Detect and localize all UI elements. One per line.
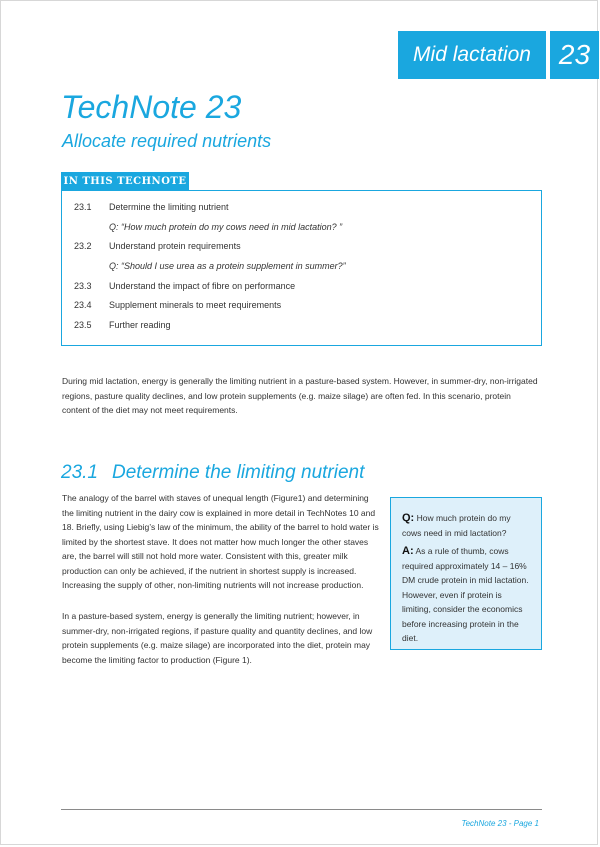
intro-paragraph: During mid lactation, energy is generally the limiting nutrient in a pasture-based system. However, in summer-dry, non-irrigated regions, pasture quality declines, and low protein supplements (e.g. maize silage) are often fed. In this scenario, protein content of the diet may not meet requirements. [62,376,538,415]
toc-item-title[interactable]: Determine the limiting nutrient [109,202,229,212]
qa-question [402,511,531,540]
question-text: How much protein do my cows need in mid lactation? [402,513,511,538]
page-title: TechNote 23 [61,89,242,125]
technote-number-label: 23 [558,39,591,70]
section-heading [61,462,364,484]
toc-item-question: Q: “How much protein do my cows need in mid lactation? ” [109,222,343,232]
page-subtitle: Allocate required nutrients [62,131,272,151]
qa-answer [402,544,531,646]
toc-item-number: 23.3 [74,281,92,291]
toc-item-number: 23.1 [74,202,92,212]
toc-item-question: Q: “Should I use urea as a protein supplement in summer?” [109,261,346,271]
toc-item-title[interactable]: Further reading [109,320,171,330]
section-tab [398,31,546,79]
footer-page-label: TechNote 23 - Page 1 [461,819,539,828]
footer-divider [61,809,542,810]
toc-item-title[interactable]: Understand protein requirements [109,241,241,251]
technote-number-tab [550,31,599,79]
a-letter: A: [402,545,414,557]
toc-item-title[interactable]: Supplement minerals to meet requirements [109,300,282,310]
section-tab-label: Mid lactation [413,43,531,66]
qa-callout [390,497,542,650]
toc-item-number: 23.5 [74,320,92,330]
toc-item-number: 23.4 [74,300,92,310]
q-letter: Q: [402,512,415,524]
table-of-contents [61,190,542,346]
answer-text: As a rule of thumb, cows required approximately 14 – 16% DM crude protein in mid lactation. However, even if protein is limiting, consider the economics before increasing protein in the diet. [402,546,529,643]
body-paragraph-2: In a pasture-based system, energy is generally the limiting nutrient; however, in summer-dry, non-irrigated regions, if pasture quality and quantity declines, and low protein supplements (e.g. maize silage) are incorporated into the diet, protein may become the limiting factor to production (Figure 1). [62,611,373,665]
toc-item-number: 23.2 [74,241,92,251]
toc-item-title[interactable]: Understand the impact of fibre on performance [109,281,296,291]
section-number: 23.1 [61,462,98,483]
body-paragraph-1: The analogy of the barrel with staves of unequal length (Figure1) and determining the limiting nutrient in the dairy cow is explained in more detail in TechNotes 10 and 18. Briefly, using Liebig’s law of the minimum, the ability of the barrel to hold water is limited by the shortest stave. It does not matter how much longer the other staves are, the barrel will still not hold more water. Consistent with this, greater milk production can only be achieved, if the nutrient in shortest supply is increased. Increasing the supply of other, non-limiting nutrients will not increase production. [62,493,379,590]
section-title: Determine the limiting nutrient [112,462,365,483]
toc-label: IN THIS TECHNOTE [61,172,189,190]
